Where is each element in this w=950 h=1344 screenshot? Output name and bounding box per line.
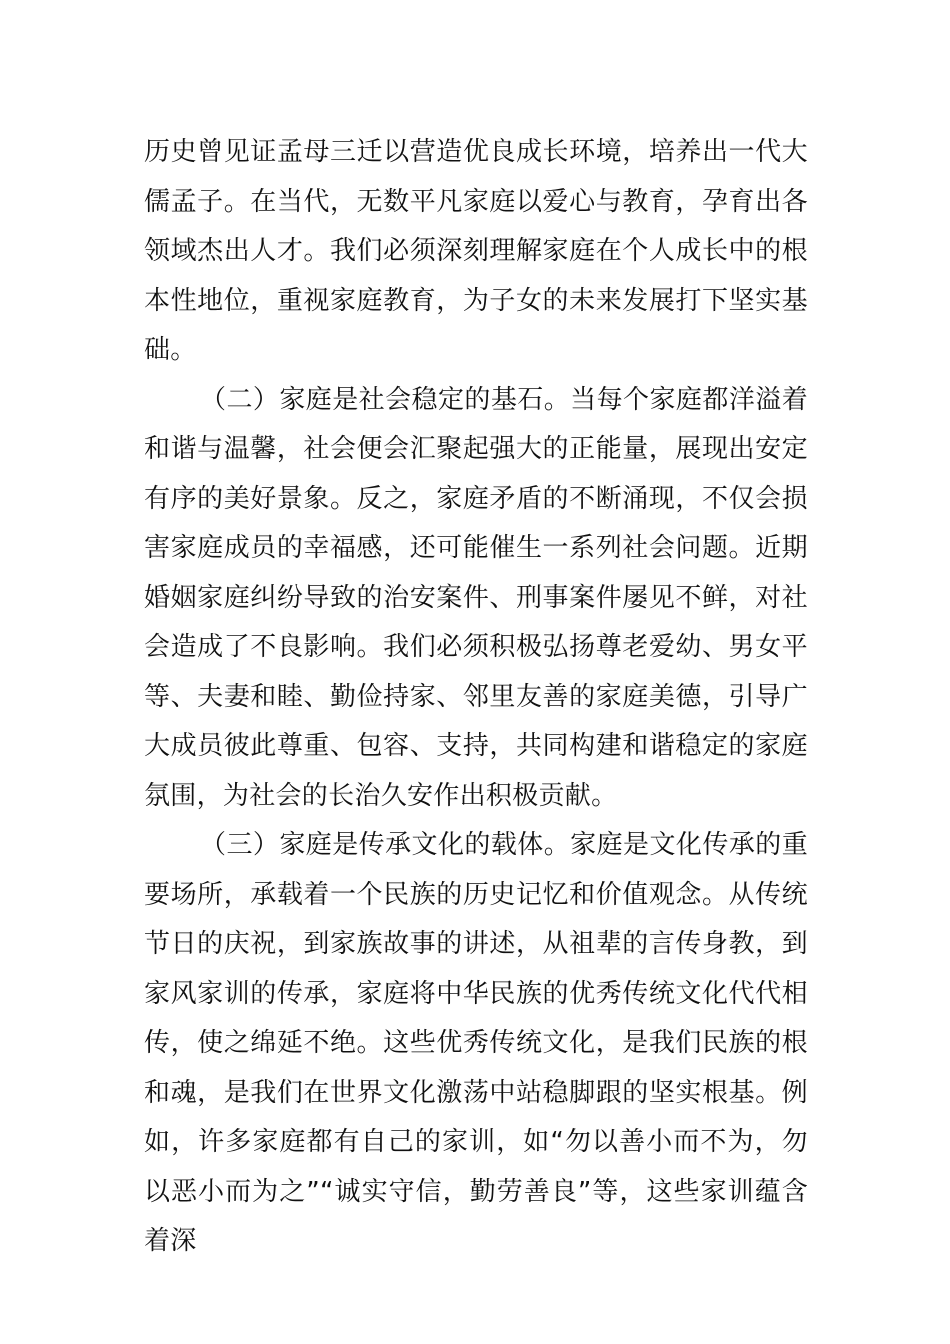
paragraph-section-two: （二）家庭是社会稳定的基石。当每个家庭都洋溢着和谐与温馨，社会便会汇聚起强大的正能量，展现出安定有序的美好景象。反之，家庭矛盾的不断涌现，不仅会损害家庭成员的幸福感，还可能催生一系列社会问题。近期婚姻家庭纠纷导致的治安案件、刑事案件屡见不鲜，对社会造成了不良影响。我们必须积极弘扬尊老爱幼、男女平等、夫妻和睦、勤俭持家、邻里友善的家庭美德，引导广大成员彼此尊重、包容、支持，共同构建和谐稳定的家庭氛围，为社会的长治久安作出积极贡献。 (144, 384, 808, 811)
document-body (144, 128, 808, 1267)
paragraph-continuation: 历史曾见证孟母三迁以营造优良成长环境，培养出一代大儒孟子。在当代，无数平凡家庭以爱心与教育，孕育出各领域杰出人才。我们必须深刻理解家庭在个人成长中的根本性地位，重视家庭教育，为子女的未来发展打下坚实基础。 (144, 137, 808, 365)
paragraph-section-three: （三）家庭是传承文化的载体。家庭是文化传承的重要场所，承载着一个民族的历史记忆和价值观念。从传统节日的庆祝，到家族故事的讲述，从祖辈的言传身教，到家风家训的传承，家庭将中华民族的优秀传统文化代代相传，使之绵延不绝。这些优秀传统文化，是我们民族的根和魂，是我们在世界文化激荡中站稳脚跟的坚实根基。例如，许多家庭都有自己的家训，如“勿以善小而不为，勿以恶小而为之”“诚实守信，勤劳善良”等，这些家训蕴含着深 (144, 830, 808, 1256)
